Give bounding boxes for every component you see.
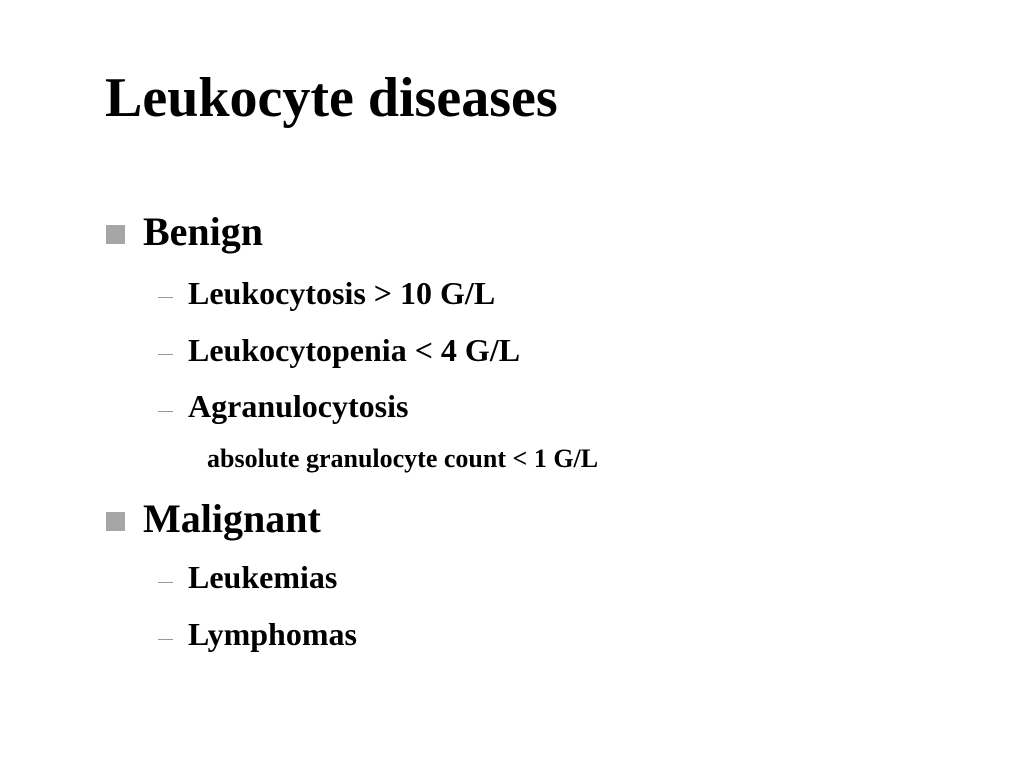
dash-bullet-icon	[158, 354, 173, 355]
dash-bullet-icon	[158, 297, 173, 298]
section-heading-malignant: Malignant	[143, 496, 321, 541]
section-heading-benign: Benign	[143, 209, 264, 254]
list-item-note-granulocyte-count: absolute granulocyte count < 1 G/L	[207, 444, 599, 473]
dash-bullet-icon	[158, 582, 173, 583]
square-bullet-icon	[106, 225, 125, 244]
slide-title: Leukocyte diseases	[105, 67, 558, 129]
dash-bullet-icon	[158, 639, 173, 640]
square-bullet-icon	[106, 512, 125, 531]
list-item-lymphomas: Lymphomas	[188, 616, 357, 652]
dash-bullet-icon	[158, 411, 173, 412]
list-item-agranulocytosis: Agranulocytosis	[188, 388, 409, 424]
list-item-leukocytosis: Leukocytosis > 10 G/L	[188, 275, 496, 311]
list-item-leukocytopenia: Leukocytopenia < 4 G/L	[188, 332, 521, 368]
list-item-leukemias: Leukemias	[188, 559, 338, 595]
